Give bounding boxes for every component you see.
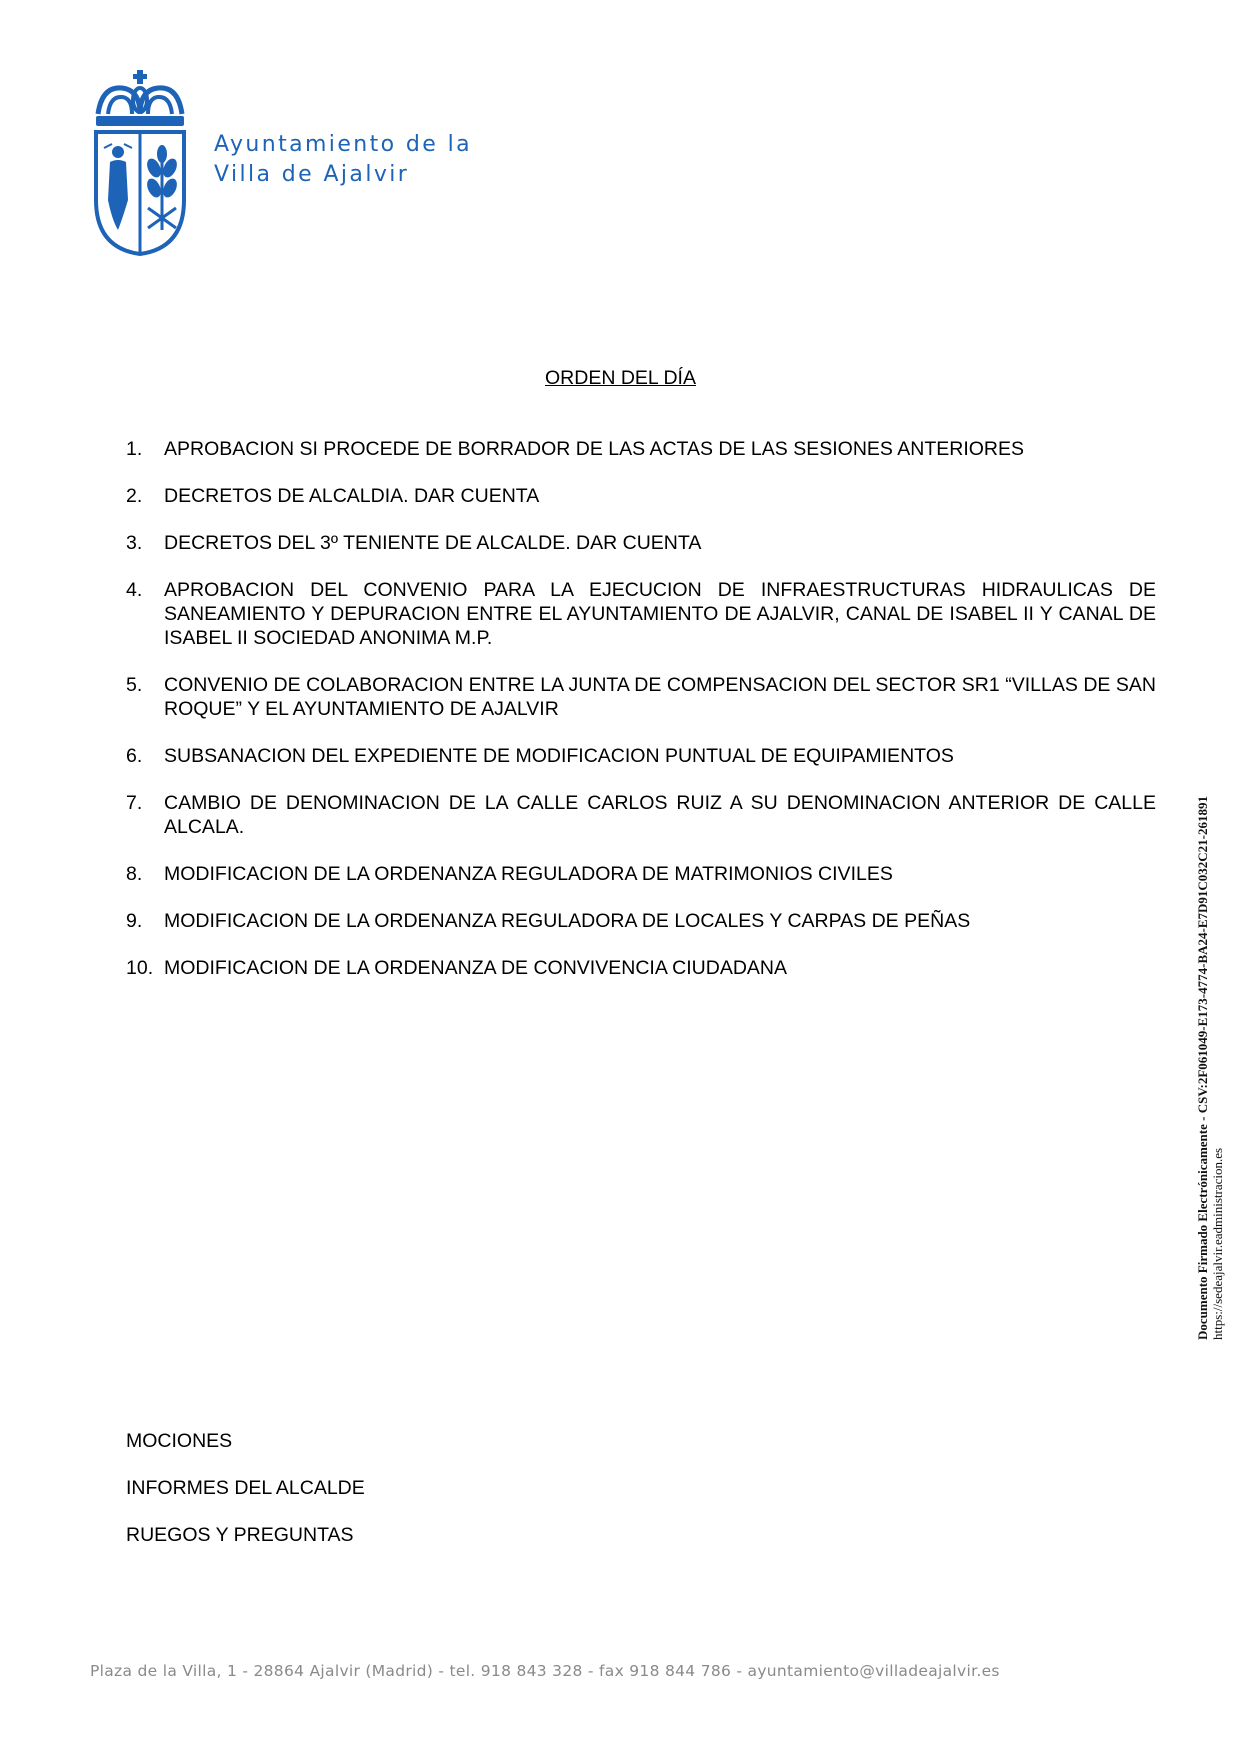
agenda-item (126, 909, 1156, 933)
agenda-item (126, 956, 1156, 980)
agenda-item-text: APROBACION SI PROCEDE DE BORRADOR DE LAS ACTAS DE LAS SESIONES ANTERIORES (164, 438, 1025, 460)
electronic-signature-stamp (1195, 700, 1225, 1340)
agenda-item (126, 531, 1156, 555)
agenda-item-number: 9. (126, 910, 143, 932)
closing-item: RUEGOS Y PREGUNTAS (126, 1524, 354, 1546)
coat-of-arms-icon (92, 70, 188, 256)
organization-name-line2: Villa de Ajalvir (214, 162, 410, 187)
letterhead (92, 70, 612, 260)
agenda-item (126, 862, 1156, 886)
agenda-item-text: SUBSANACION DEL EXPEDIENTE DE MODIFICACION PUNTUAL DE EQUIPAMIENTOS (164, 745, 954, 767)
agenda-item (126, 578, 1156, 650)
agenda-item-number: 3. (126, 532, 143, 554)
closing-item: INFORMES DEL ALCALDE (126, 1477, 365, 1499)
agenda-item (126, 673, 1156, 721)
agenda-item-number: 5. (126, 674, 143, 696)
agenda-item-number: 4. (126, 579, 143, 601)
agenda-item-text: CONVENIO DE COLABORACION ENTRE LA JUNTA DE COMPENSACION DEL SECTOR SR1 “VILLAS DE SAN ROQUE” Y EL AYUNTAMIENTO DE AJALVIR (164, 674, 1156, 720)
agenda-item-text: DECRETOS DE ALCALDIA. DAR CUENTA (164, 485, 540, 507)
footer-contact: Plaza de la Villa, 1 - 28864 Ajalvir (Madrid) - tel. 918 843 328 - fax 918 844 786 - ayuntamiento@villadeajalvir.es (90, 1662, 1000, 1680)
agenda-item-number: 6. (126, 745, 143, 767)
organization-name (214, 130, 472, 190)
page-title: ORDEN DEL DÍA (545, 367, 696, 389)
agenda-item-text: MODIFICACION DE LA ORDENANZA DE CONVIVENCIA CIUDADANA (164, 957, 788, 979)
agenda-item (126, 437, 1156, 461)
agenda-item (126, 484, 1156, 508)
closing-item: MOCIONES (126, 1430, 233, 1452)
agenda-item-number: 8. (126, 863, 143, 885)
agenda-item-number: 7. (126, 792, 143, 814)
agenda-item (126, 791, 1156, 839)
signature-verification-url[interactable]: https://sedeajalvir.eadministracion.es (1210, 1147, 1225, 1340)
signature-csv: Documento Firmado Electrónicamente - CSV:2F061049-E173-4774-BA24-E7D91C032C21-261891 (1195, 795, 1210, 1340)
agenda-item-text: CAMBIO DE DENOMINACION DE LA CALLE CARLOS RUIZ A SU DENOMINACION ANTERIOR DE CALLE ALCALA. (164, 792, 1156, 838)
agenda-item-text: MODIFICACION DE LA ORDENANZA REGULADORA DE LOCALES Y CARPAS DE PEÑAS (164, 910, 971, 932)
agenda-item (126, 744, 1156, 768)
agenda-item-text: DECRETOS DEL 3º TENIENTE DE ALCALDE. DAR CUENTA (164, 532, 702, 554)
organization-name-line1: Ayuntamiento de la (214, 132, 472, 157)
agenda-list (126, 437, 1156, 1003)
agenda-item-number: 1. (126, 438, 143, 460)
agenda-item-text: APROBACION DEL CONVENIO PARA LA EJECUCION DE INFRAESTRUCTURAS HIDRAULICAS DE SANEAMIENTO Y DEPURACION ENTRE EL AYUNTAMIENTO DE AJALVIR, CANAL DE ISABEL II Y CANAL DE ISABEL II SOCIEDAD ANONIMA M.P. (164, 579, 1156, 649)
agenda-item-text: MODIFICACION DE LA ORDENANZA REGULADORA DE MATRIMONIOS CIVILES (164, 863, 893, 885)
closing-items (126, 1429, 365, 1570)
agenda-item-number: 2. (126, 485, 143, 507)
agenda-item-number: 10. (126, 957, 154, 979)
